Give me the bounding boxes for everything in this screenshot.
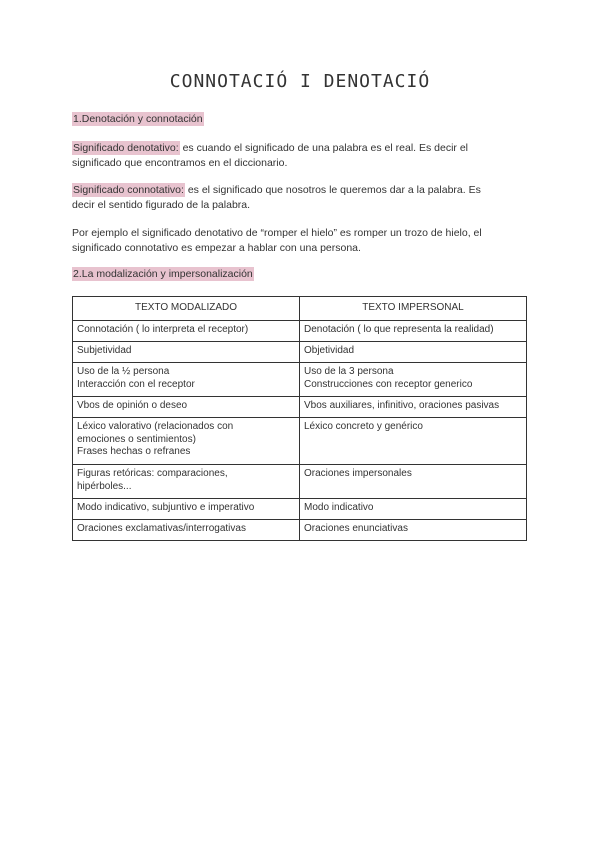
paragraph-line [72,141,532,156]
section-heading-text: 2.La modalización y impersonalización [73,268,253,280]
table-row [73,520,527,541]
table-row [73,342,527,363]
paragraph-line: decir el sentido figurado de la palabra. [72,199,251,211]
cell-line: Léxico concreto y genérico [304,421,423,432]
paragraph-line [72,183,532,198]
cell-modalizado [73,397,300,418]
page-title: CONNOTACIÓ I DENOTACIÓ [169,71,431,92]
cell-impersonal [300,520,527,541]
cell-modalizado [73,520,300,541]
cell-line: hipérboles... [77,480,132,492]
table-row [73,465,527,499]
cell-line: Construcciones con receptor generico [304,378,473,390]
cell-line: Modo indicativo, subjuntivo e imperativo [77,502,255,513]
definition-connotativo: es el significado que nosotros le queremos dar a la palabra. Es [184,184,481,196]
cell-line: Objetividad [304,345,355,356]
cell-impersonal [300,465,527,499]
column-header-impersonal: TEXTO IMPERSONAL [300,297,527,321]
table-header-row [73,297,527,321]
cell-impersonal [300,321,527,342]
table-row [73,418,527,465]
table-row [73,499,527,520]
paragraph-line: significado que encontramos en el diccionario. [72,157,288,169]
cell-line: Oraciones exclamativas/interrogativas [77,523,246,534]
cell-line: Figuras retóricas: comparaciones, [77,468,228,479]
cell-line: Interacción con el receptor [77,378,195,390]
cell-modalizado [73,363,300,397]
cell-line: Uso de la 3 persona [304,366,394,377]
cell-line: Vbos auxiliares, infinitivo, oraciones pasivas [304,400,500,411]
cell-line: Léxico valorativo (relacionados con [77,421,234,432]
cell-line: Subjetividad [77,345,132,356]
term-denotativo: Significado denotativo: [73,142,179,154]
cell-line: Oraciones enunciativas [304,523,408,534]
cell-impersonal [300,363,527,397]
column-header-modalizado: TEXTO MODALIZADO [73,297,300,321]
definition-denotativo: es cuando el significado de una palabra es el real. Es decir el [179,142,469,154]
paragraph-denotativo [72,141,532,171]
paragraph-example [72,226,532,256]
cell-modalizado [73,321,300,342]
cell-line: Vbos de opinión o deseo [77,400,188,411]
table-row [73,321,527,342]
cell-line: emociones o sentimientos) [77,433,196,445]
cell-line: Modo indicativo [304,502,374,513]
cell-line: Uso de la ½ persona [77,366,170,377]
paragraph-line: significado connotativo es empezar a hablar con una persona. [72,242,361,254]
section-heading-denotacion [72,113,204,125]
cell-line: Frases hechas o refranes [77,446,191,457]
cell-impersonal [300,418,527,465]
cell-line: Denotación ( lo que representa la realidad) [304,324,494,335]
cell-impersonal [300,342,527,363]
table-row [73,363,527,397]
section-heading-modalizacion [72,268,254,280]
cell-impersonal [300,499,527,520]
comparison-table [72,296,527,541]
cell-impersonal [300,397,527,418]
paragraph-connotativo [72,183,532,213]
cell-line: Oraciones impersonales [304,468,412,479]
cell-modalizado [73,342,300,363]
cell-line: Connotación ( lo interpreta el receptor) [77,324,249,335]
table-row [73,397,527,418]
section-heading-text: 1.Denotación y connotación [73,113,203,125]
cell-modalizado [73,418,300,465]
paragraph-line: Por ejemplo el significado denotativo de “romper el hielo” es romper un trozo de hielo, el [72,227,482,239]
cell-modalizado [73,465,300,499]
cell-modalizado [73,499,300,520]
term-connotativo: Significado connotativo: [73,184,184,196]
